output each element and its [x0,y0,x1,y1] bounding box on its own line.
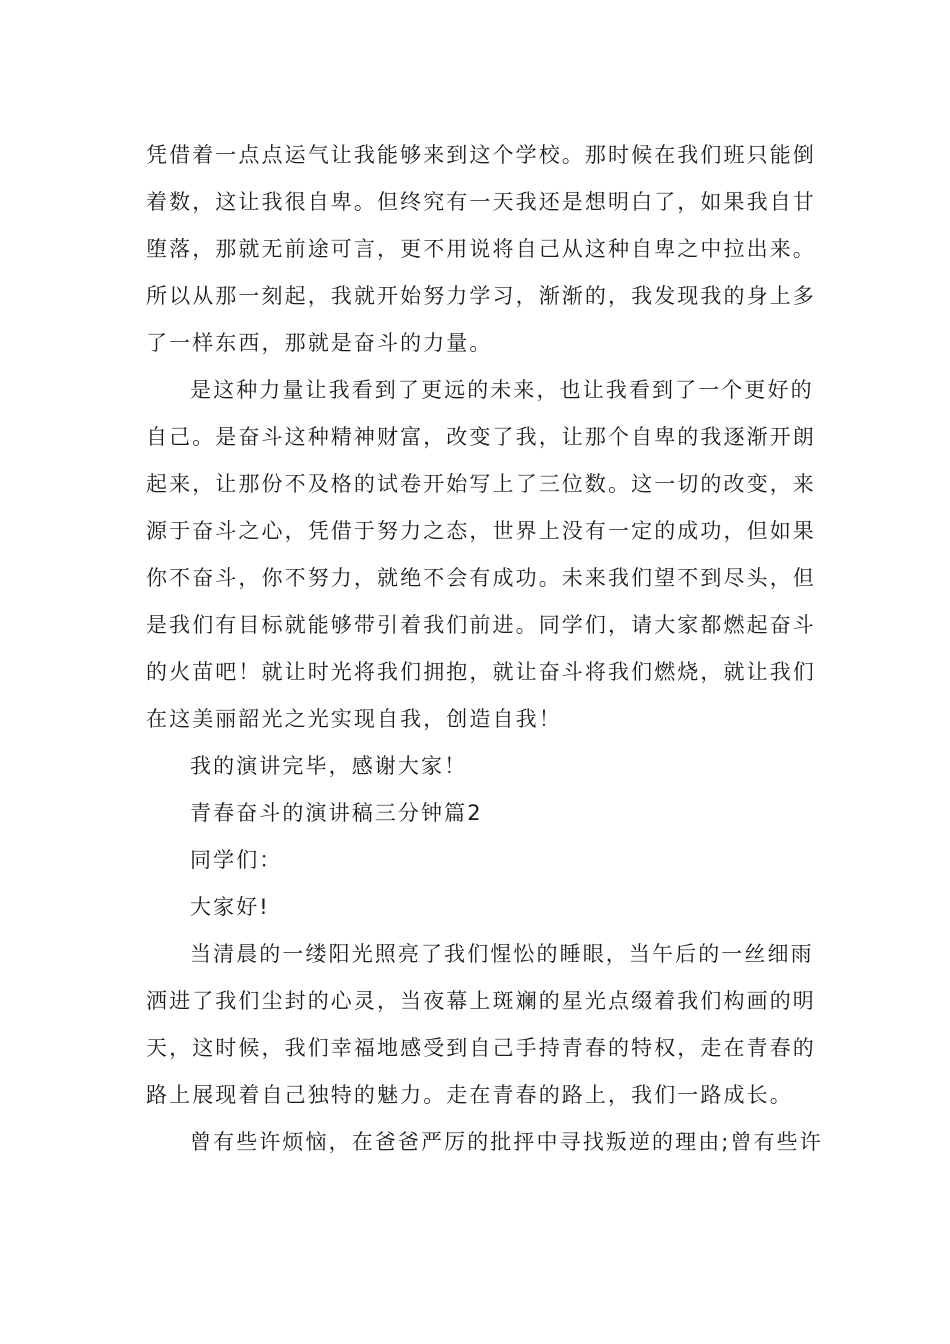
text-line: 在这美丽韶光之光实现自我，创造自我！ [146,707,562,731]
text-line: 起来，让那份不及格的试卷开始写上了三位数。这一切的改变，来 [146,472,816,496]
text-line: 了一样东西，那就是奋斗的力量。 [146,331,493,355]
text-line: 路上展现着自己独特的魅力。走在青春的路上，我们一路成长。 [146,1083,793,1107]
text-line: 所以从那一刻起，我就开始努力学习，渐渐的，我发现我的身上多 [146,284,816,308]
section-heading: 青春奋斗的演讲稿三分钟篇2 [190,801,483,825]
text-line: 自己。是奋斗这种精神财富，改变了我，让那个自卑的我逐渐开朗 [146,425,816,449]
paragraph-start-line: 曾有些许烦恼，在爸爸严厉的批抨中寻找叛逆的理由;曾有些许 [190,1130,823,1154]
greeting-line: 大家好! [190,895,270,919]
text-line: 堕落，那就无前途可言，更不用说将自己从这种自卑之中拉出来。 [146,237,816,261]
text-line: 天，这时候，我们幸福地感受到自己手持青春的特权，走在青春的 [146,1036,816,1060]
text-line: 凭借着一点点运气让我能够来到这个学校。那时候在我们班只能倒 [146,143,816,167]
closing-line: 我的演讲完毕，感谢大家！ [190,754,468,778]
text-line: 的火苗吧！就让时光将我们拥抱，就让奋斗将我们燃烧，就让我们 [146,660,816,684]
text-line: 源于奋斗之心，凭借于努力之态，世界上没有一定的成功，但如果 [146,519,816,543]
paragraph-start-line: 当清晨的一缕阳光照亮了我们惺忪的睡眼，当午后的一丝细雨 [190,942,814,966]
paragraph-start-line: 是这种力量让我看到了更远的未来，也让我看到了一个更好的 [190,378,814,402]
text-line: 着数，这让我很自卑。但终究有一天我还是想明白了，如果我自甘 [146,190,816,214]
text-line: 洒进了我们尘封的心灵，当夜幕上斑斓的星光点缀着我们构画的明 [146,989,816,1013]
text-line: 你不奋斗，你不努力，就绝不会有成功。未来我们望不到尽头，但 [146,566,816,590]
body-text [146,132,823,1166]
salutation-line: 同学们： [190,848,283,872]
text-line: 是我们有目标就能够带引着我们前进。同学们，请大家都燃起奋斗 [146,613,816,637]
